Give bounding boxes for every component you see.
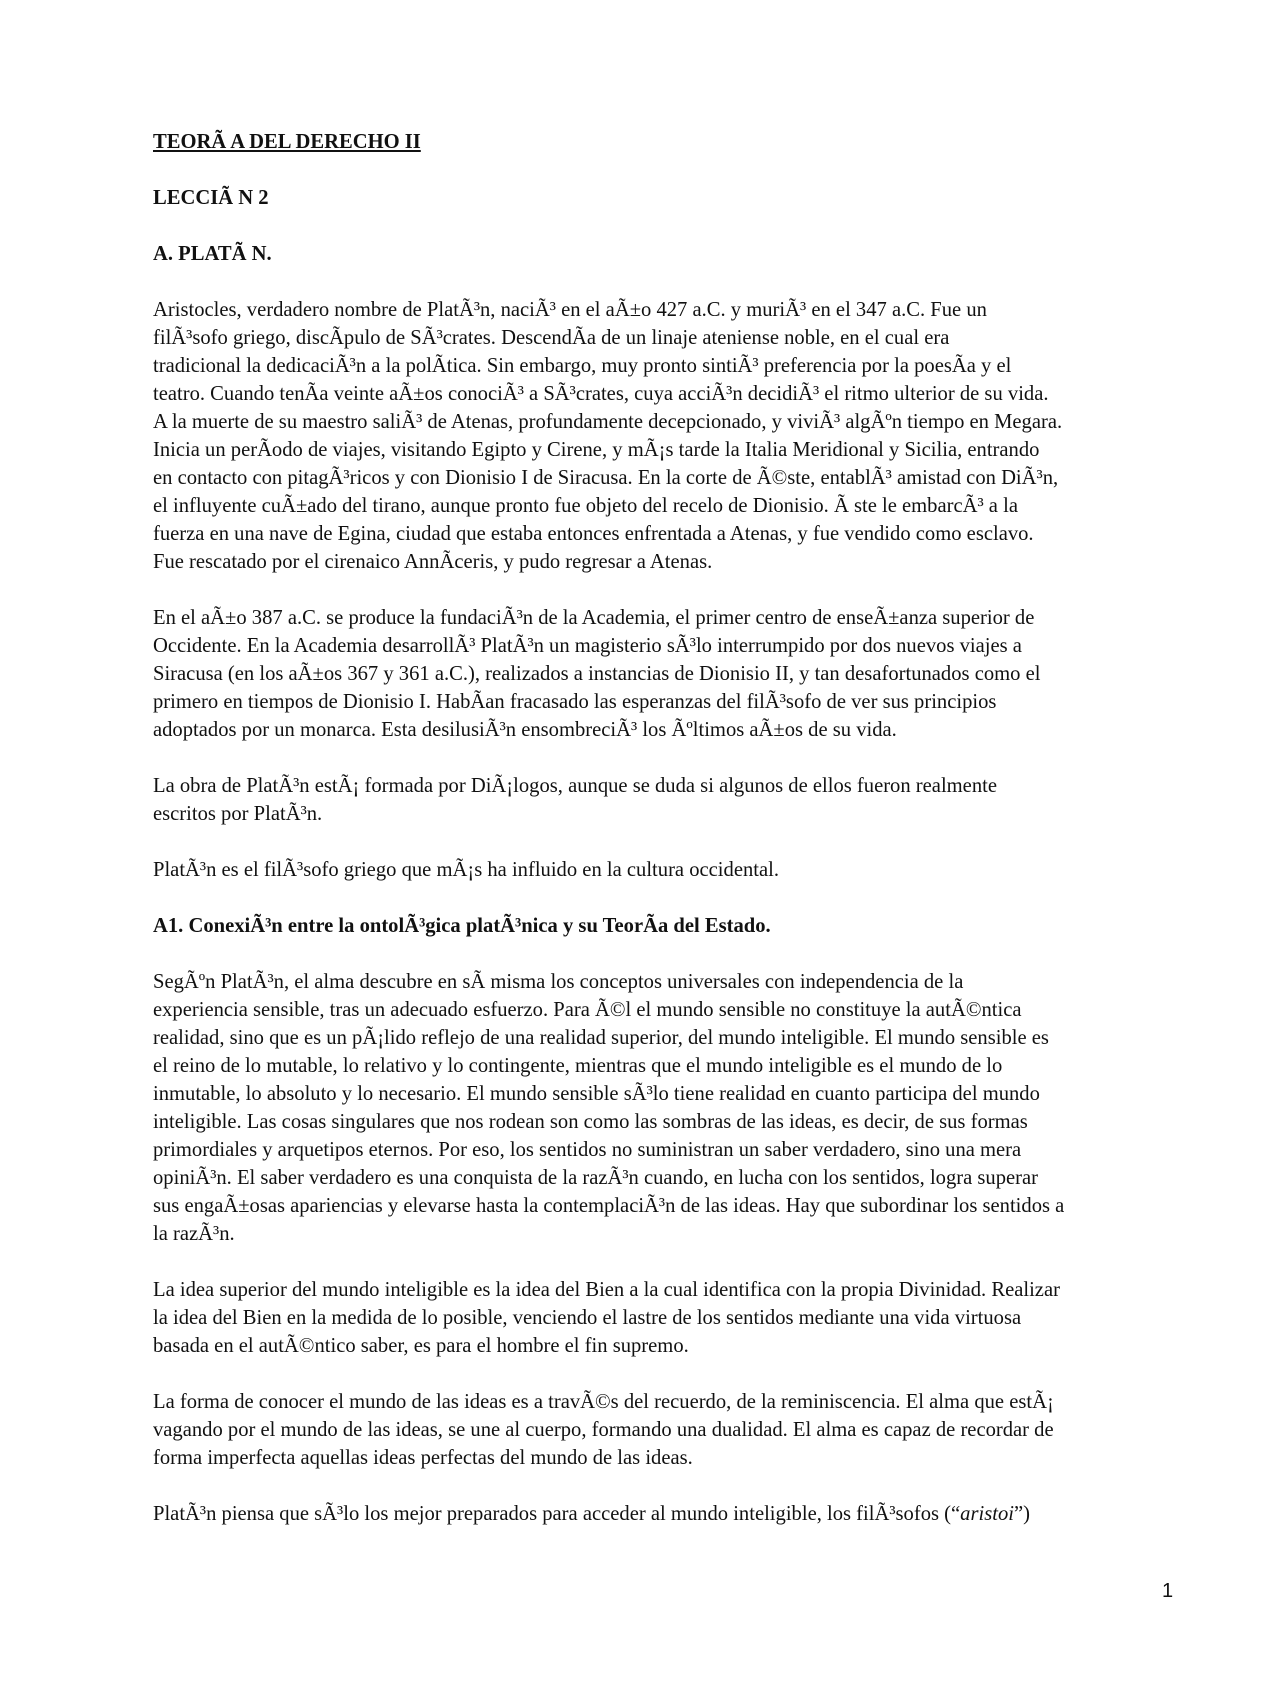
text-line: primordiales y arquetipos eternos. Por eso, los sentidos no suministran un saber verdadero, sino una mera [153,1139,1022,1161]
text-line: En el aÃ±o 387 a.C. se produce la fundaciÃ³n de la Academia, el primer centro de enseÃ±anza superior de [153,607,1035,629]
paragraph-biography [153,296,1193,576]
text-line: Fue rescatado por el cirenaico AnnÃceris, y pudo regresar a Atenas. [153,551,713,573]
text-line: vagando por el mundo de las ideas, se une al cuerpo, formando una dualidad. El alma es capaz de recordar de [153,1419,1054,1441]
text-line: La idea superior del mundo inteligible es la idea del Bien a la cual identifica con la propia Divinidad. Realizar [153,1279,1060,1301]
text-line: tradicional la dedicaciÃ³n a la polÃtica. Sin embargo, muy pronto sintiÃ³ preferencia por la poesÃa y el [153,355,1012,377]
text-line: experiencia sensible, tras un adecuado esfuerzo. Para Ã©l el mundo sensible no constituye la autÃ©ntica [153,999,1022,1021]
paragraph-academy [153,604,1193,744]
text-line: Aristocles, verdadero nombre de PlatÃ³n, naciÃ³ en el aÃ±o 427 a.C. y muriÃ³ en el 347 a.C. Fue un [153,299,987,321]
text-line: sus engaÃ±osas apariencias y elevarse hasta la contemplaciÃ³n de las ideas. Hay que subordinar los sentidos a [153,1195,1065,1217]
text-line: escritos por PlatÃ³n. [153,803,323,825]
text-line: en contacto con pitagÃ³ricos y con Dionisio I de Siracusa. En la corte de Ã©ste, entablÃ³ amistad con DiÃ³n, [153,467,1059,489]
paragraph-reminiscence [153,1388,1193,1472]
text-line: La obra de PlatÃ³n estÃ¡ formada por DiÃ¡logos, aunque se duda si algunos de ellos fueron realmente [153,775,997,797]
text-line: SegÃºn PlatÃ³n, el alma descubre en sÃ misma los conceptos universales con independencia de la [153,971,964,993]
paragraph-good [153,1276,1193,1360]
page-number: 1 [1162,1580,1174,1602]
text-line: Inicia un perÃodo de viajes, visitando Egipto y Cirene, y mÃ¡s tarde la Italia Meridional y Sicilia, entrando [153,439,1040,461]
paragraph-philosophers [153,1500,1193,1528]
paragraph-influence [153,856,1193,884]
text-line: La forma de conocer el mundo de las ideas es a travÃ©s del recuerdo, de la reminiscencia. El alma que estÃ¡ [153,1391,1054,1413]
text-line: inteligible. Las cosas singulares que nos rodean son como las sombras de las ideas, es decir, de sus formas [153,1111,1028,1133]
paragraph-works [153,772,1193,828]
section-a-heading: A. PLATÃ N. [153,243,272,265]
text-line: opiniÃ³n. El saber verdadero es una conquista de la razÃ³n cuando, en lucha con los sentidos, logra superar [153,1167,1039,1189]
document-title: TEORÃ A DEL DERECHO II [153,131,421,153]
text-line: la razÃ³n. [153,1223,235,1245]
text-segment: PlatÃ³n piensa que sÃ³lo los mejor preparados para acceder al mundo inteligible, los filÃ³sofos (“ [153,1503,961,1525]
text-line: filÃ³sofo griego, discÃpulo de SÃ³crates. DescendÃa de un linaje ateniense noble, en el cual era [153,327,950,349]
text-line: la idea del Bien en la medida de lo posible, venciendo el lastre de los sentidos mediante una vida virtuosa [153,1307,1022,1329]
text-line [153,1500,1193,1528]
lesson-heading: LECCIÃ N 2 [153,187,269,209]
text-line: el reino de lo mutable, lo relativo y lo contingente, mientras que el mundo inteligible es el mundo de lo [153,1055,1003,1077]
text-line: forma imperfecta aquellas ideas perfectas del mundo de las ideas. [153,1447,693,1469]
text-line: Siracusa (en los aÃ±os 367 y 361 a.C.), realizados a instancias de Dionisio II, y tan desafortunados como el [153,663,1041,685]
text-line: Occidente. En la Academia desarrollÃ³ PlatÃ³n un magisterio sÃ³lo interrumpido por dos nuevos viajes a [153,635,1022,657]
text-line: basada en el autÃ©ntico saber, es para el hombre el fin supremo. [153,1335,689,1357]
text-line: primero en tiempos de Dionisio I. HabÃan fracasado las esperanzas del filÃ³sofo de ver sus principios [153,691,997,713]
text-line: A la muerte de su maestro saliÃ³ de Atenas, profundamente decepcionado, y viviÃ³ algÃºn tiempo en Megara. [153,411,1063,433]
text-line: realidad, sino que es un pÃ¡lido reflejo de una realidad superior, del mundo inteligible. El mundo sensible es [153,1027,1049,1049]
document-body [153,128,1193,1556]
text-line: adoptados por un monarca. Esta desilusiÃ³n ensombreciÃ³ los Ãºltimos aÃ±os de su vida. [153,719,897,741]
text-line: PlatÃ³n es el filÃ³sofo griego que mÃ¡s ha influido en la cultura occidental. [153,859,779,881]
text-line: fuerza en una nave de Egina, ciudad que estaba entonces enfrentada a Atenas, y fue vendido como esclavo. [153,523,1034,545]
text-line: el influyente cuÃ±ado del tirano, aunque pronto fue objeto del recelo de Dionisio. Ã ste le embarcÃ³ a la [153,495,1018,517]
paragraph-ontology [153,968,1193,1248]
text-line: inmutable, lo absoluto y lo necesario. El mundo sensible sÃ³lo tiene realidad en cuanto participa del mundo [153,1083,1040,1105]
italic-term: aristoi [960,1503,1014,1525]
section-a1-heading: A1. ConexiÃ³n entre la ontolÃ³gica platÃ³nica y su TeorÃa del Estado. [153,915,771,937]
text-segment: ”) [1013,1503,1030,1525]
text-line: teatro. Cuando tenÃa veinte aÃ±os conociÃ³ a SÃ³crates, cuya acciÃ³n decidiÃ³ el ritmo ulterior de su vida. [153,383,1049,405]
